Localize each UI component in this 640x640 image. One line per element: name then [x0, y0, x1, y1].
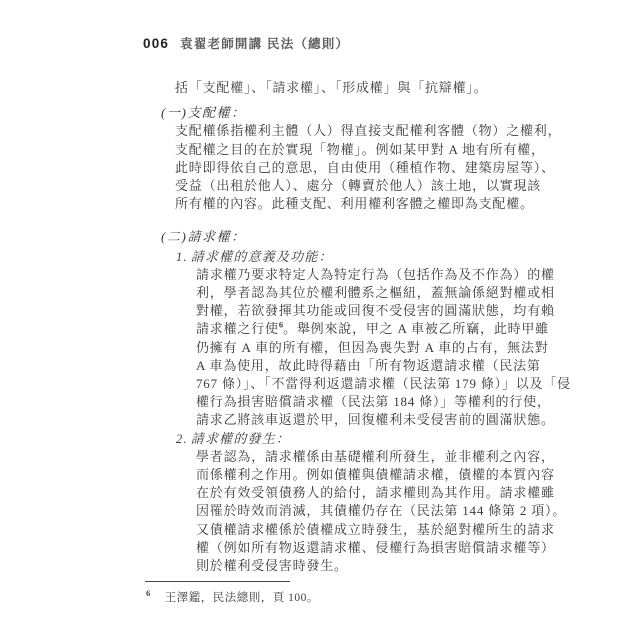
- book-title: 袁翟老師開講 民法（總則）: [180, 37, 350, 51]
- text-line: 此時即得依自己的意思，自由使用（種植作物、建築房屋等）、: [175, 159, 555, 175]
- footnote-text: 王澤鑑，民法總則，頁 100。: [164, 592, 319, 605]
- text-line: 受益（出租於他人）、處分（轉賣於他人）該土地，以實現該: [175, 178, 542, 194]
- item2-title: [176, 430, 640, 448]
- text-line: 仍擁有 A 車的所有權，但因為喪失對 A 車的占有，無法對: [196, 339, 549, 355]
- footnote-divider: [145, 581, 290, 582]
- text-line: 所有權的內容。此種支配、利用權利客體之權即為支配權。: [175, 196, 534, 212]
- text-segment: 。舉例來說，甲之 A 車被乙所竊，此時甲雖: [283, 321, 550, 337]
- item1-title-text: 請求權的意義及功能：: [190, 248, 333, 264]
- text-line: 利，學者認為其位於權利體系之樞紐，蓋無論係絕對權或相: [196, 284, 555, 300]
- running-head: [143, 34, 349, 52]
- item2-paragraph: [196, 448, 640, 575]
- text-line: 對權，若欲發揮其功能或回復不受侵害的圓滿狀態，均有賴: [196, 303, 555, 319]
- text-line: 因罹於時效而消滅，其債權仍存在（民法第 144 條第 2 項）。: [196, 503, 567, 519]
- text-line: A 車為使用，故此時得藉由「所有物返還請求權（民法第: [196, 357, 541, 373]
- text-line: 權行為損害賠償請求權（民法第 184 條）」等權利的行使，: [196, 394, 551, 410]
- text-line: 權（例如所有物返還請求權、侵權行為損害賠償請求權等）: [196, 539, 555, 555]
- text-line-with-footnote-ref: [196, 320, 640, 338]
- text-line: 又債權請求權係於債權成立時發生，基於絕對權所生的請求: [196, 521, 555, 537]
- item1-title: [176, 248, 640, 266]
- text-line: 學者認為，請求權係由基礎權利所發生，並非權利之內容，: [196, 448, 555, 464]
- text-segment: 請求權之行使: [196, 321, 279, 337]
- text-line: 支配權係指權利主體（人）得直接支配權利客體（物）之權利，: [175, 123, 562, 139]
- section1-paragraph: [175, 122, 640, 213]
- footnote-marker: 6: [146, 588, 151, 599]
- text-line: 則於權利受侵害時發生。: [196, 557, 348, 573]
- intro-line: 括「支配權」、「請求權」、「形成權」與「抗辯權」。: [175, 80, 488, 95]
- section-heading-qingqiuquan: (二)請求權：: [161, 228, 246, 244]
- text-line: 而係權利之作用。例如債權與債權請求權，債權的本質內容: [196, 466, 555, 482]
- text-line: 在於有效受領債務人的給付，請求權則為其作用。請求權雖: [196, 485, 555, 501]
- item2-number: 2.: [176, 431, 188, 446]
- footnote-reference-mark: 6: [278, 320, 284, 330]
- item1-number: 1.: [176, 249, 188, 264]
- page-number: 006: [143, 36, 170, 51]
- text-line: 支配權之目的在於實現「物權」。例如某甲對 A 地有所有權，: [175, 141, 545, 157]
- text-line: 請求乙將該車返還於甲，回復權利未受侵害前的圓滿狀態。: [196, 412, 555, 428]
- page-body: [0, 79, 640, 605]
- text-line: 767 條）」、「不當得利返還請求權（民法第 179 條）」以及「侵: [196, 375, 571, 391]
- text-line: 請求權乃要求特定人為特定行為（包括作為及不作為）的權: [196, 266, 555, 282]
- section-heading-zhipeiquan: (一)支配權：: [161, 105, 246, 121]
- item1-paragraph: [196, 266, 640, 430]
- item2-title-text: 請求權的發生：: [190, 430, 291, 446]
- footnote: [146, 589, 640, 605]
